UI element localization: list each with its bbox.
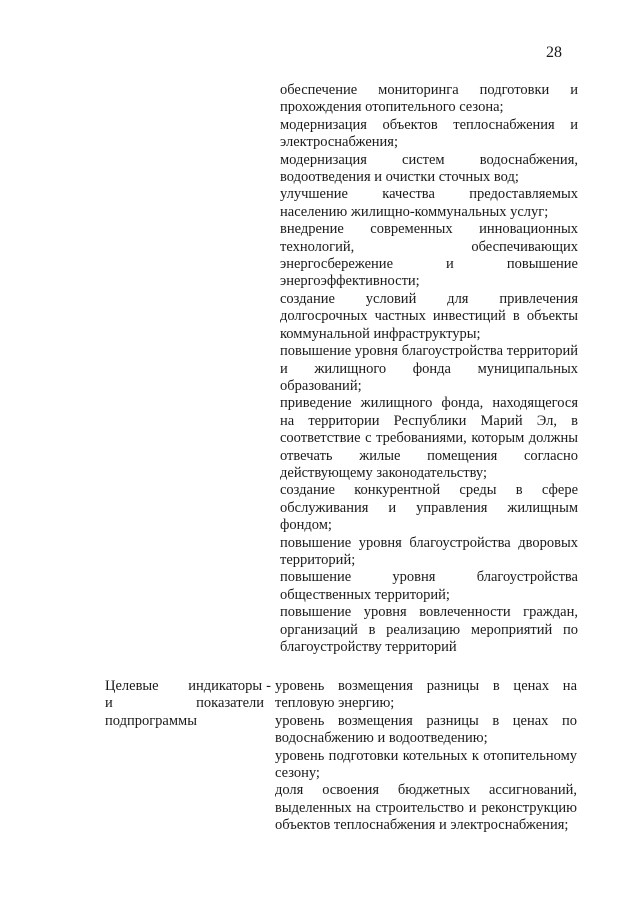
label-dash: - <box>266 678 271 694</box>
task-item: повышение уровня вовлеченности граждан, организаций в реализацию мероприятий по благоустройству территорий <box>280 604 578 655</box>
label-line-2 <box>105 695 271 712</box>
label-word: и <box>105 695 113 712</box>
task-item: обеспечение мониторинга подготовки и прохождения отопительного сезона; <box>280 82 578 116</box>
label-line-3: подпрограммы <box>105 712 197 729</box>
task-item: внедрение современных инновационных технологий, обеспечивающих энергосбережение и повышение энергоэффективности; <box>280 221 578 290</box>
page-number: 28 <box>546 44 562 61</box>
label-word: Целевые <box>105 678 159 694</box>
indicator-item: уровень возмещения разницы в ценах на тепловую энергию; <box>275 678 577 712</box>
indicator-item: доля освоения бюджетных ассигнований, выделенных на строительство и реконструкцию объектов теплоснабжения и электроснабжения; <box>275 782 577 834</box>
task-item: создание условий для привлечения долгосрочных частных инвестиций в объекты коммунальной инфраструктуры; <box>280 290 578 342</box>
task-item: создание конкурентной среды в сфере обслуживания и управления жилищным фондом; <box>280 482 578 534</box>
indicator-item: уровень возмещения разницы в ценах по водоснабжению и водоотведению; <box>275 712 577 747</box>
label-line-1 <box>105 678 271 695</box>
task-item: модернизация объектов теплоснабжения и электроснабжения; <box>280 116 578 151</box>
label-word <box>188 678 271 695</box>
indicators-section-label <box>105 678 271 730</box>
task-item: повышение уровня благоустройства общественных территорий; <box>280 569 578 603</box>
indicator-item: уровень подготовки котельных к отопительному сезону; <box>275 747 577 782</box>
label-word: показатели <box>196 695 264 712</box>
task-item: улучшение качества предоставляемых населению жилищно-коммунальных услуг; <box>280 186 578 220</box>
task-item: модернизация систем водоснабжения, водоотведения и очистки сточных вод; <box>280 151 578 186</box>
label-word-indicators: индикаторы <box>188 678 263 694</box>
task-item: повышение уровня благоустройства дворовых территорий; <box>280 534 578 568</box>
target-indicators-list <box>275 678 577 835</box>
subprogram-tasks-list <box>280 82 578 656</box>
task-item: приведение жилищного фонда, находящегося на территории Республики Марий Эл, в соответствие с требованиями, которым должны отвечать жилые помещения согласно действующему законодательству; <box>280 395 578 481</box>
task-item: повышение уровня благоустройства территорий и жилищного фонда муниципальных образований; <box>280 343 578 394</box>
